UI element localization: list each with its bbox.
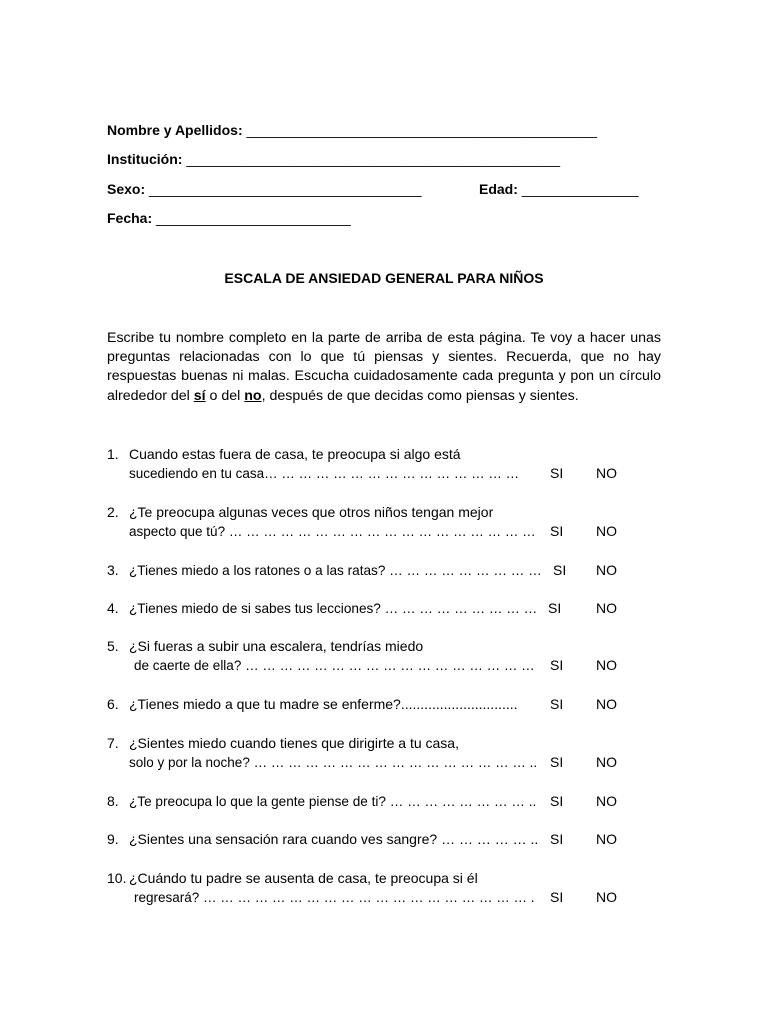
answer-si[interactable]: SI [550, 465, 564, 481]
question-text: ¿Sientes miedo cuando tienes que dirigirte a tu casa, [129, 735, 459, 751]
question-text: ¿Tienes miedo a que tu madre se enferme?.............................. [129, 696, 518, 712]
instructions-paragraph [107, 329, 661, 406]
question-text: ¿Sientes una sensación rara cuando ves sangre? … … … … … .. [129, 831, 539, 847]
answer-si[interactable]: SI [550, 523, 564, 539]
answer-si[interactable]: SI [550, 657, 564, 673]
question-number: 5. [107, 638, 119, 654]
question-number: 9. [107, 831, 119, 847]
intro-si: sí [193, 387, 206, 404]
intro-part1: Escribe tu nombre completo en la parte de arriba de esta página. Te voy a hacer unas preguntas relacionadas con lo que tú piensas y sientes. Recuerda, que no hay respuestas buenas ni malas. Escucha cuidadosamente cada pregunta y pon un círculo alrededor del [107, 330, 661, 404]
answer-no[interactable]: NO [596, 831, 617, 847]
answer-no[interactable]: NO [596, 889, 617, 905]
question-text-continued: aspecto que tú? … … … … … … … … … … … … … … … … … … [129, 524, 536, 539]
name-blank[interactable]: _____________________________________________ [246, 122, 597, 138]
answer-no[interactable]: NO [596, 562, 617, 578]
institution-label: Institución: [107, 151, 183, 167]
sex-label: Sexo: [107, 181, 146, 197]
question-number: 1. [107, 446, 119, 462]
answer-si[interactable]: SI [550, 754, 564, 770]
name-label: Nombre y Apellidos: [107, 122, 243, 138]
question-text-continued: regresará? … … … … … … … … … … … … … … … … … … … . [134, 890, 535, 905]
intro-part2: o del [205, 387, 245, 404]
question-number: 4. [107, 600, 119, 616]
answer-si[interactable]: SI [550, 793, 564, 809]
question-text: ¿Cuándo tu padre se ausenta de casa, te preocupa si él [129, 870, 478, 886]
document-title: ESCALA DE ANSIEDAD GENERAL PARA NIÑOS [224, 270, 544, 286]
question-text: Cuando estas fuera de casa, te preocupa si algo está [129, 446, 461, 462]
answer-si[interactable]: SI [550, 831, 564, 847]
answer-no[interactable]: NO [596, 600, 617, 616]
question-text: ¿Te preocupa lo que la gente piense de ti? … … … … … … … … .. [129, 794, 537, 809]
intro-part3: , después de que decidas como piensas y sientes. [261, 387, 579, 404]
question-text: ¿Te preocupa algunas veces que otros niños tengan mejor [129, 504, 494, 520]
answer-no[interactable]: NO [596, 793, 617, 809]
institution-field [107, 151, 560, 168]
question-text: ¿Si fueras a subir una escalera, tendrías miedo [129, 638, 424, 654]
question-text-continued: de caerte de ella? … … … … … … … … … … … … … … … … … [134, 658, 535, 673]
date-field [107, 210, 351, 227]
age-blank[interactable]: _______________ [521, 181, 639, 197]
sex-field [107, 181, 422, 198]
question-text: ¿Tienes miedo a los ratones o a las ratas? … … … … … … … … … [129, 563, 542, 578]
question-number: 8. [107, 793, 119, 809]
question-number: 10. [107, 870, 127, 886]
date-blank[interactable]: _________________________ [156, 210, 351, 226]
question-text-continued: sucediendo en tu casa… … … … … … … … … … … … … … … [129, 466, 520, 481]
intro-no: no [244, 387, 262, 404]
answer-no[interactable]: NO [596, 696, 617, 712]
question-number: 7. [107, 735, 119, 751]
answer-no[interactable]: NO [596, 523, 617, 539]
date-label: Fecha: [107, 210, 153, 226]
question-text-continued: solo y por la noche? … … … … … … … … … … … … … … … … .. [129, 755, 538, 770]
name-field [107, 122, 597, 139]
question-number: 2. [107, 504, 119, 520]
answer-no[interactable]: NO [596, 657, 617, 673]
question-number: 3. [107, 562, 119, 578]
institution-blank[interactable]: ________________________________________________ [186, 151, 561, 167]
answer-no[interactable]: NO [596, 465, 617, 481]
age-field [479, 181, 639, 198]
answer-si[interactable]: SI [548, 600, 562, 616]
age-label: Edad: [479, 181, 518, 197]
question-text: ¿Tienes miedo de si sabes tus lecciones? … … … … … … … … … [129, 601, 538, 616]
sex-blank[interactable]: ___________________________________ [149, 181, 422, 197]
answer-si[interactable]: SI [550, 889, 564, 905]
answer-no[interactable]: NO [596, 754, 617, 770]
question-number: 6. [107, 696, 119, 712]
answer-si[interactable]: SI [553, 562, 567, 578]
answer-si[interactable]: SI [550, 696, 564, 712]
